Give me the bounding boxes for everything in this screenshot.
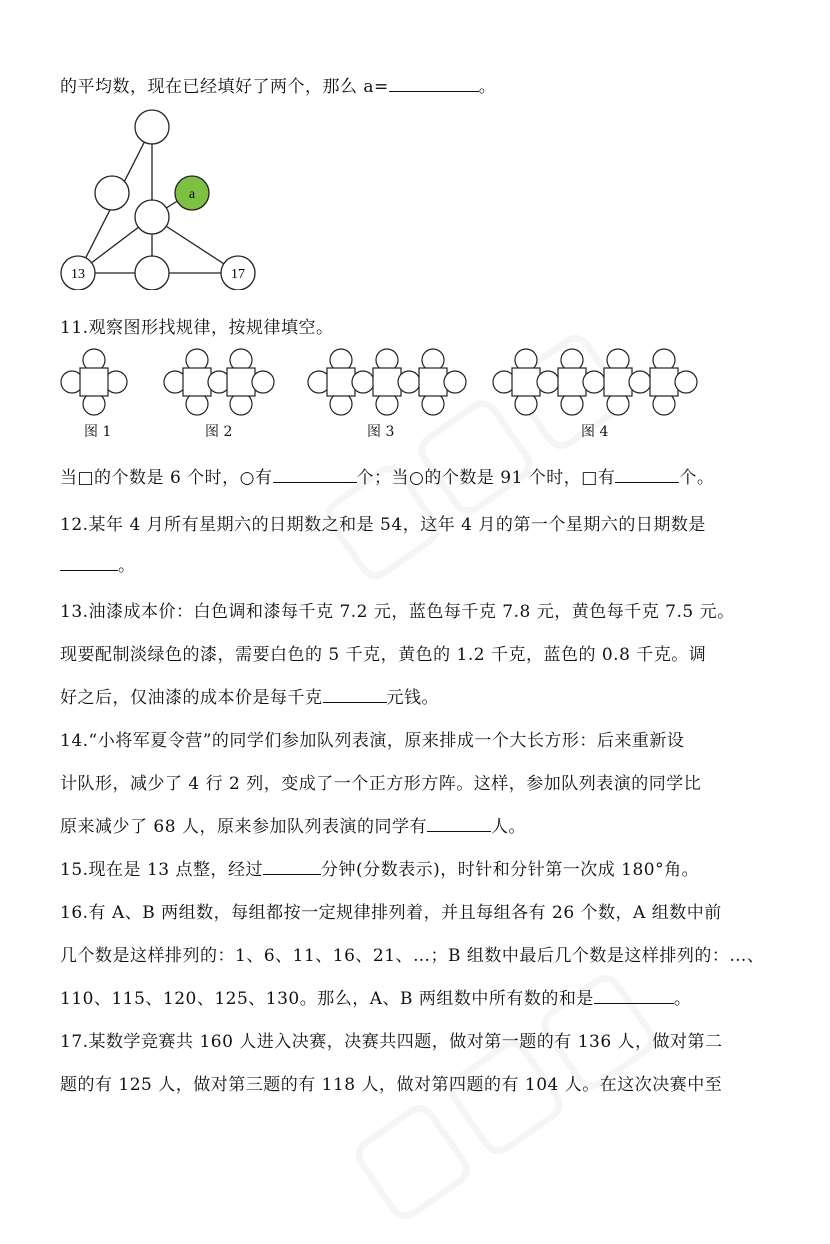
question-11-title: 11.观察图形找规律，按规律填空。 <box>60 318 334 338</box>
triangle-circle-figure <box>58 105 268 290</box>
answer-blank[interactable] <box>263 857 321 875</box>
left-number: 13 <box>71 267 85 282</box>
question-13: 13.油漆成本价：白色调和漆每千克 7.2 元，蓝色每千克 7.8 元，黄色每千克 7.5 元。 <box>60 602 735 622</box>
question-12-cont: 。 <box>60 551 136 576</box>
right-number: 17 <box>231 267 245 282</box>
answer-blank[interactable] <box>273 465 357 483</box>
answer-blank[interactable] <box>427 814 491 832</box>
caption-figure-3: 图 3 <box>367 424 395 440</box>
top-circle <box>135 110 169 144</box>
answer-blank[interactable] <box>323 685 387 703</box>
a-label: a <box>188 187 196 202</box>
figure-2 <box>164 349 274 415</box>
left-circle <box>95 176 129 210</box>
question-17: 17.某数学竞赛共 160 人进入决赛，决赛共四题，做对第一题的有 136 人，做对第二 <box>60 1032 723 1052</box>
answer-blank[interactable] <box>389 74 479 92</box>
pattern-figures <box>58 345 718 420</box>
center-circle <box>135 200 169 234</box>
question-14: 14.“小将军夏令营”的同学们参加队列表演，原来排成一个大长方形：后来重新设 <box>60 731 685 751</box>
answer-blank[interactable] <box>60 553 118 571</box>
question-16-cont: 几个数是这样排列的：1、6、11、16、21、…；B 组数中最后几个数是这样排列的：…、 <box>60 946 765 966</box>
question-14-cont: 计队形，减少了 4 行 2 列，变成了一个正方形方阵。这样，参加队列表演的同学比 <box>60 774 702 794</box>
question-11-fill: 当□的个数是 6 个时，○有 个；当○的个数是 91 个时，□有 个。 <box>60 463 714 488</box>
answer-blank[interactable] <box>594 986 674 1004</box>
question-17-cont: 题的有 125 人，做对第三题的有 118 人，做对第四题的有 104 人。在这次决赛中至 <box>60 1075 723 1095</box>
question-13-cont: 现要配制淡绿色的漆，需要白色的 5 千克，黄色的 1.2 千克，蓝色的 0.8 千克。调 <box>60 645 707 665</box>
question-16-cont: 110、115、120、125、130。那么，A、B 两组数中所有数的和是 。 <box>60 984 691 1009</box>
caption-figure-4: 图 4 <box>581 424 609 440</box>
question-12: 12.某年 4 月所有星期六的日期数之和是 54，这年 4 月的第一个星期六的日期数是 <box>60 515 706 535</box>
bottom-circle-mid <box>135 256 169 290</box>
figure-3 <box>308 349 466 415</box>
question-10-tail: 的平均数，现在已经填好了两个，那么 a= 。 <box>60 72 496 97</box>
answer-blank[interactable] <box>615 465 679 483</box>
caption-figure-2: 图 2 <box>205 424 233 440</box>
figure-4 <box>493 349 697 415</box>
question-13-cont: 好之后，仅油漆的成本价是每千克 元钱。 <box>60 683 439 708</box>
figure-1 <box>61 349 127 415</box>
caption-figure-1: 图 1 <box>84 424 112 440</box>
watermark <box>291 295 649 604</box>
question-15: 15.现在是 13 点整，经过 分钟(分数表示)，时针和分针第一次成 180°角。 <box>60 855 699 880</box>
question-16: 16.有 A、B 两组数，每组都按一定规律排列着，并且每组各有 26 个数，A 组数中前 <box>60 903 722 923</box>
question-14-cont: 原来减少了 68 人，原来参加队列表演的同学有 人。 <box>60 812 526 837</box>
